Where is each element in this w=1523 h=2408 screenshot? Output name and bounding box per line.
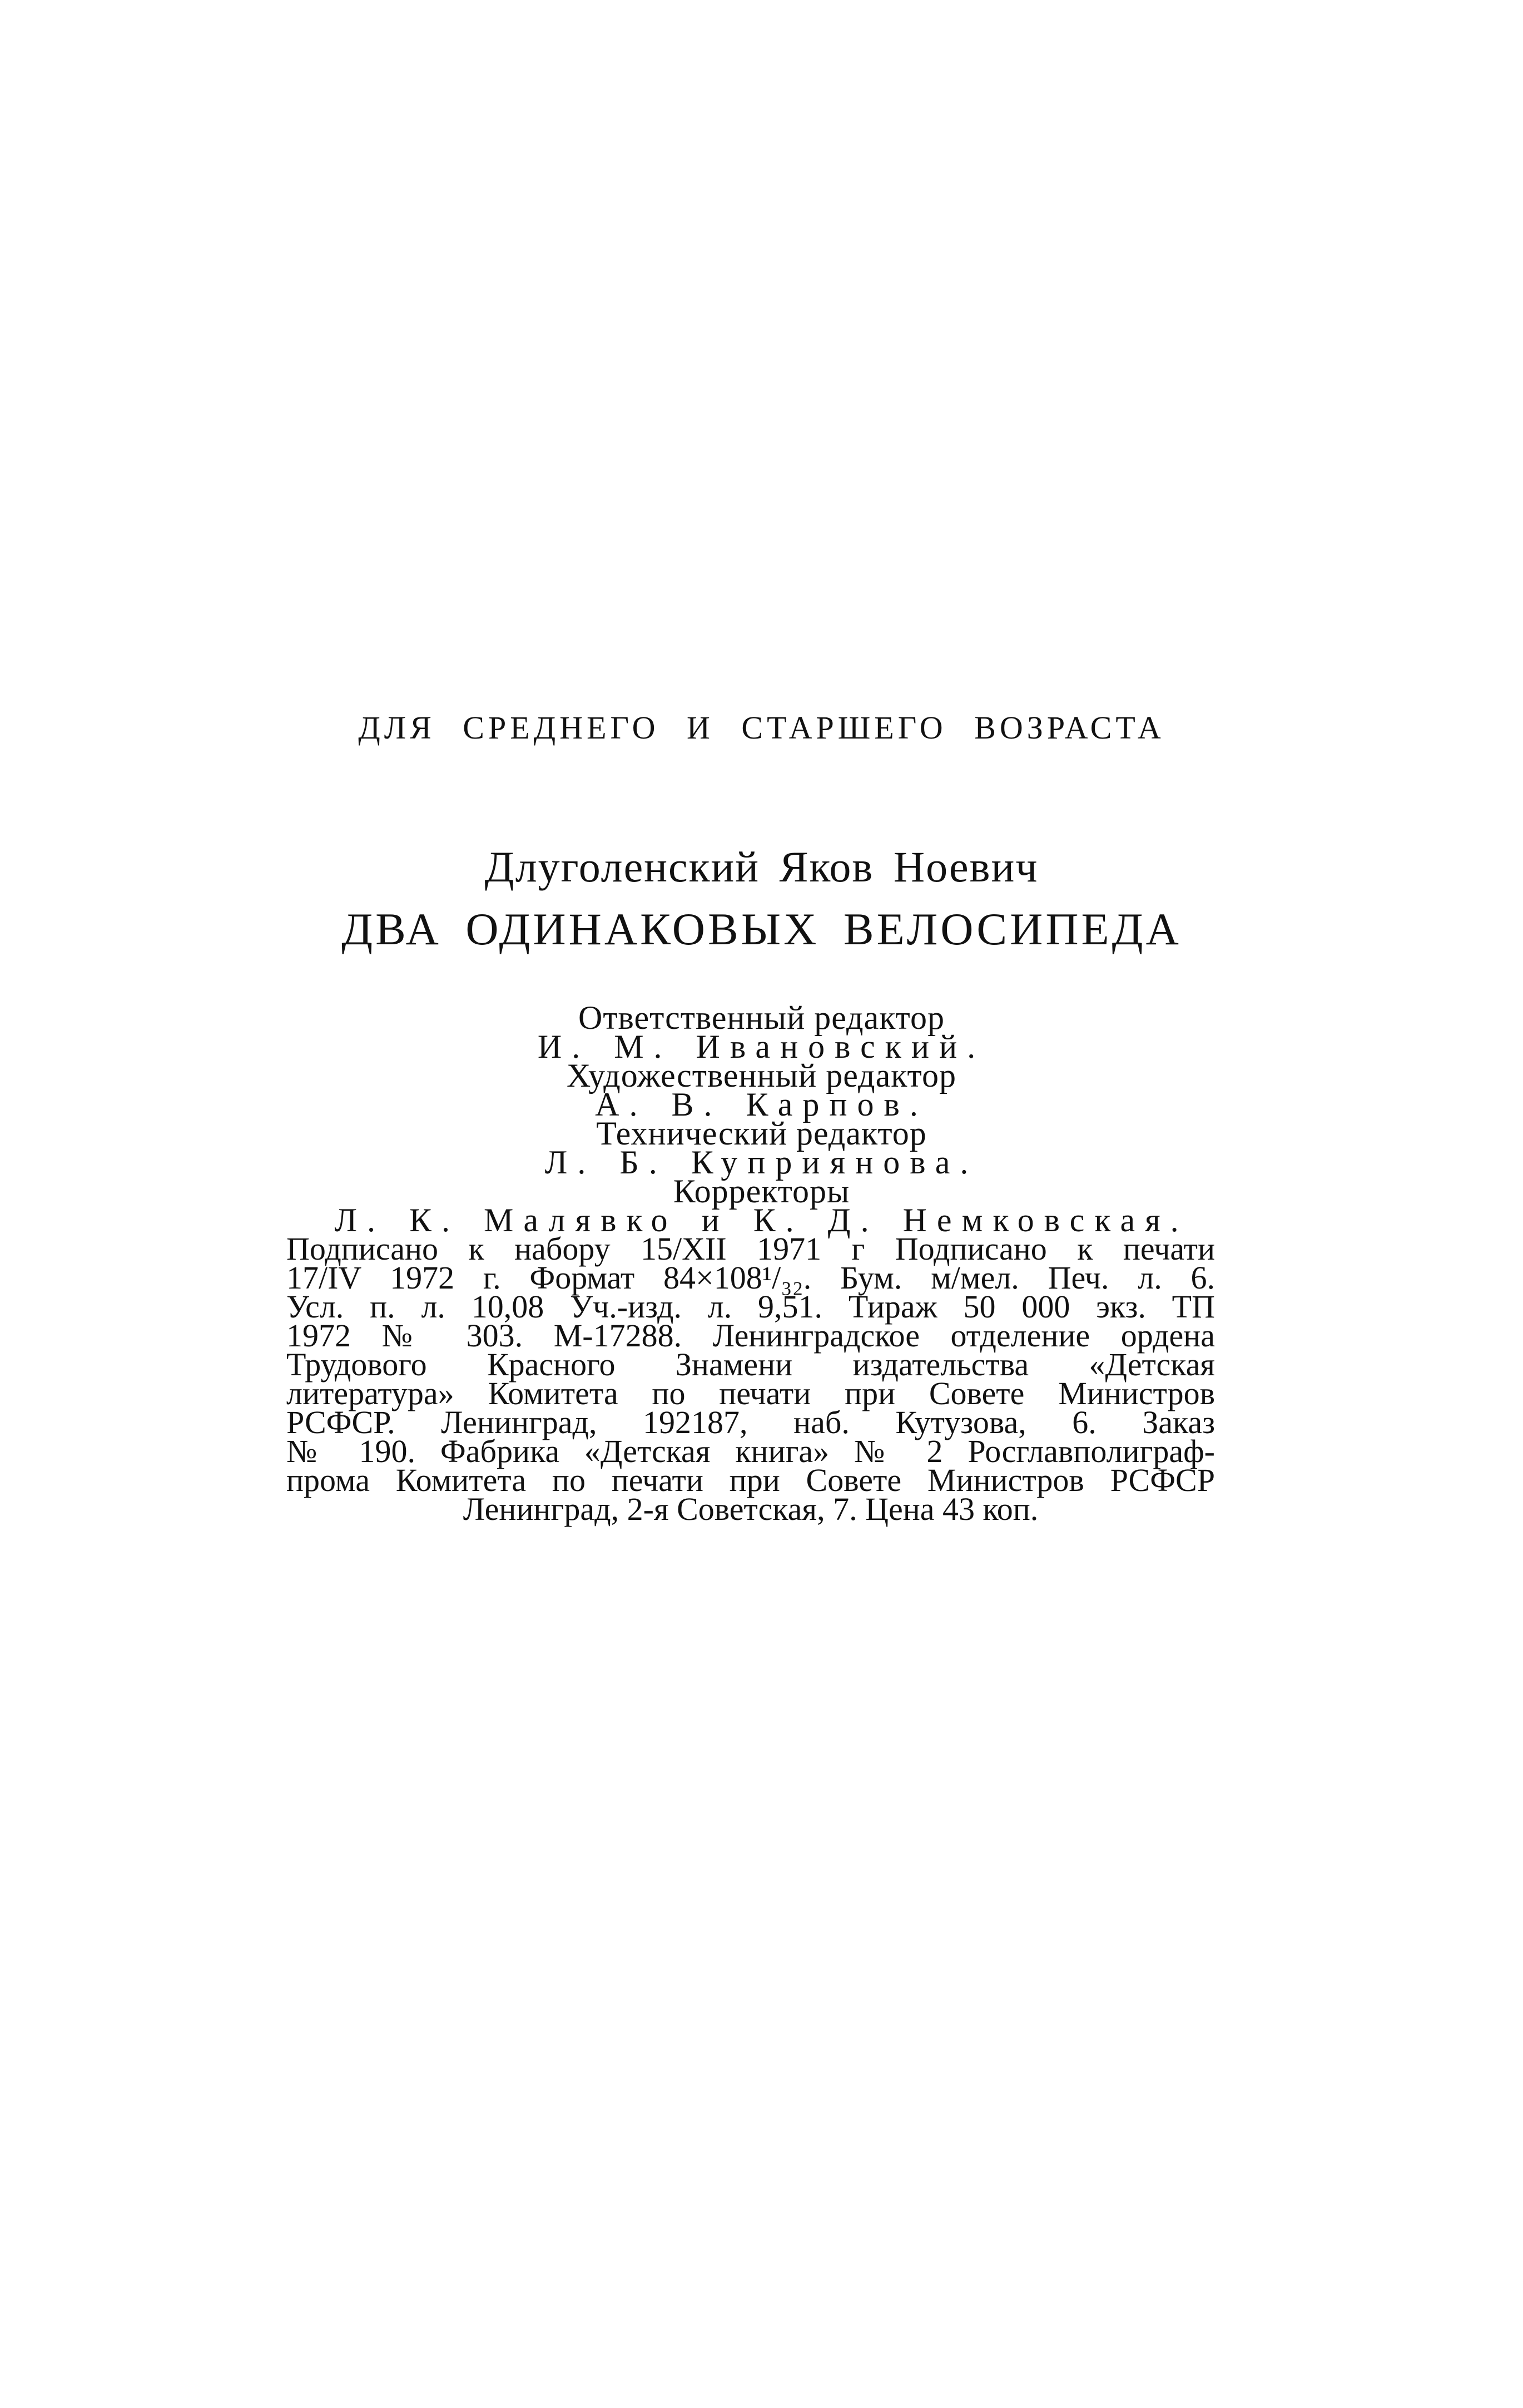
technical-editor-role: Технический редактор (596, 1115, 927, 1152)
imprint-line: Усл. п. л. 10,08 Уч.-изд. л. 9,51. Тираж 50 000 экз. ТП (286, 1289, 1215, 1325)
imprint-line: 17/IV 1972 г. Формат 84×108¹/₃₂. Бум. м/мел. Печ. л. 6. (286, 1260, 1215, 1296)
art-editor-name: А. В. Карпов. (595, 1086, 928, 1123)
imprint-line: 1972 № 303. М-17288. Ленинградское отделение ордена (286, 1317, 1215, 1354)
proofreaders-role: Корректоры (673, 1173, 850, 1210)
imprint-block (286, 1231, 1215, 1527)
imprint-line: Подписано к набору 15/XII 1971 г Подписано к печати (286, 1231, 1215, 1267)
credits-block (0, 999, 1523, 1238)
imprint-line: РСФСР. Ленинград, 192187, наб. Кутузова, 6. Заказ (286, 1404, 1215, 1440)
imprint-line: Ленинград, 2-я Советская, 7. Цена 43 коп. (463, 1491, 1039, 1527)
series-note: ДЛЯ СРЕДНЕГО И СТАРШЕГО ВОЗРАСТА (358, 710, 1165, 746)
imprint-line: прома Комитета по печати при Совете Министров РСФСР (286, 1462, 1215, 1498)
imprint-line: № 190. Фабрика «Детская книга» № 2 Росглавполиграф- (286, 1433, 1215, 1469)
imprint-line: Трудового Красного Знамени издательства «Детская (286, 1346, 1215, 1383)
responsible-editor-role: Ответственный редактор (578, 999, 945, 1036)
art-editor-role: Художественный редактор (567, 1057, 956, 1094)
imprint-line: литература» Комитета по печати при Совете Министров (286, 1375, 1215, 1411)
proofreaders-names: Л. К. Малявко и К. Д. Немковская. (334, 1202, 1189, 1238)
book-title: ДВА ОДИНАКОВЫХ ВЕЛОСИПЕДА (341, 904, 1182, 954)
technical-editor-name: Л. Б. Куприянова. (544, 1144, 979, 1181)
responsible-editor-name: И. М. Ивановский. (537, 1028, 986, 1065)
author-name: Длуголенский Яков Ноевич (484, 843, 1039, 891)
